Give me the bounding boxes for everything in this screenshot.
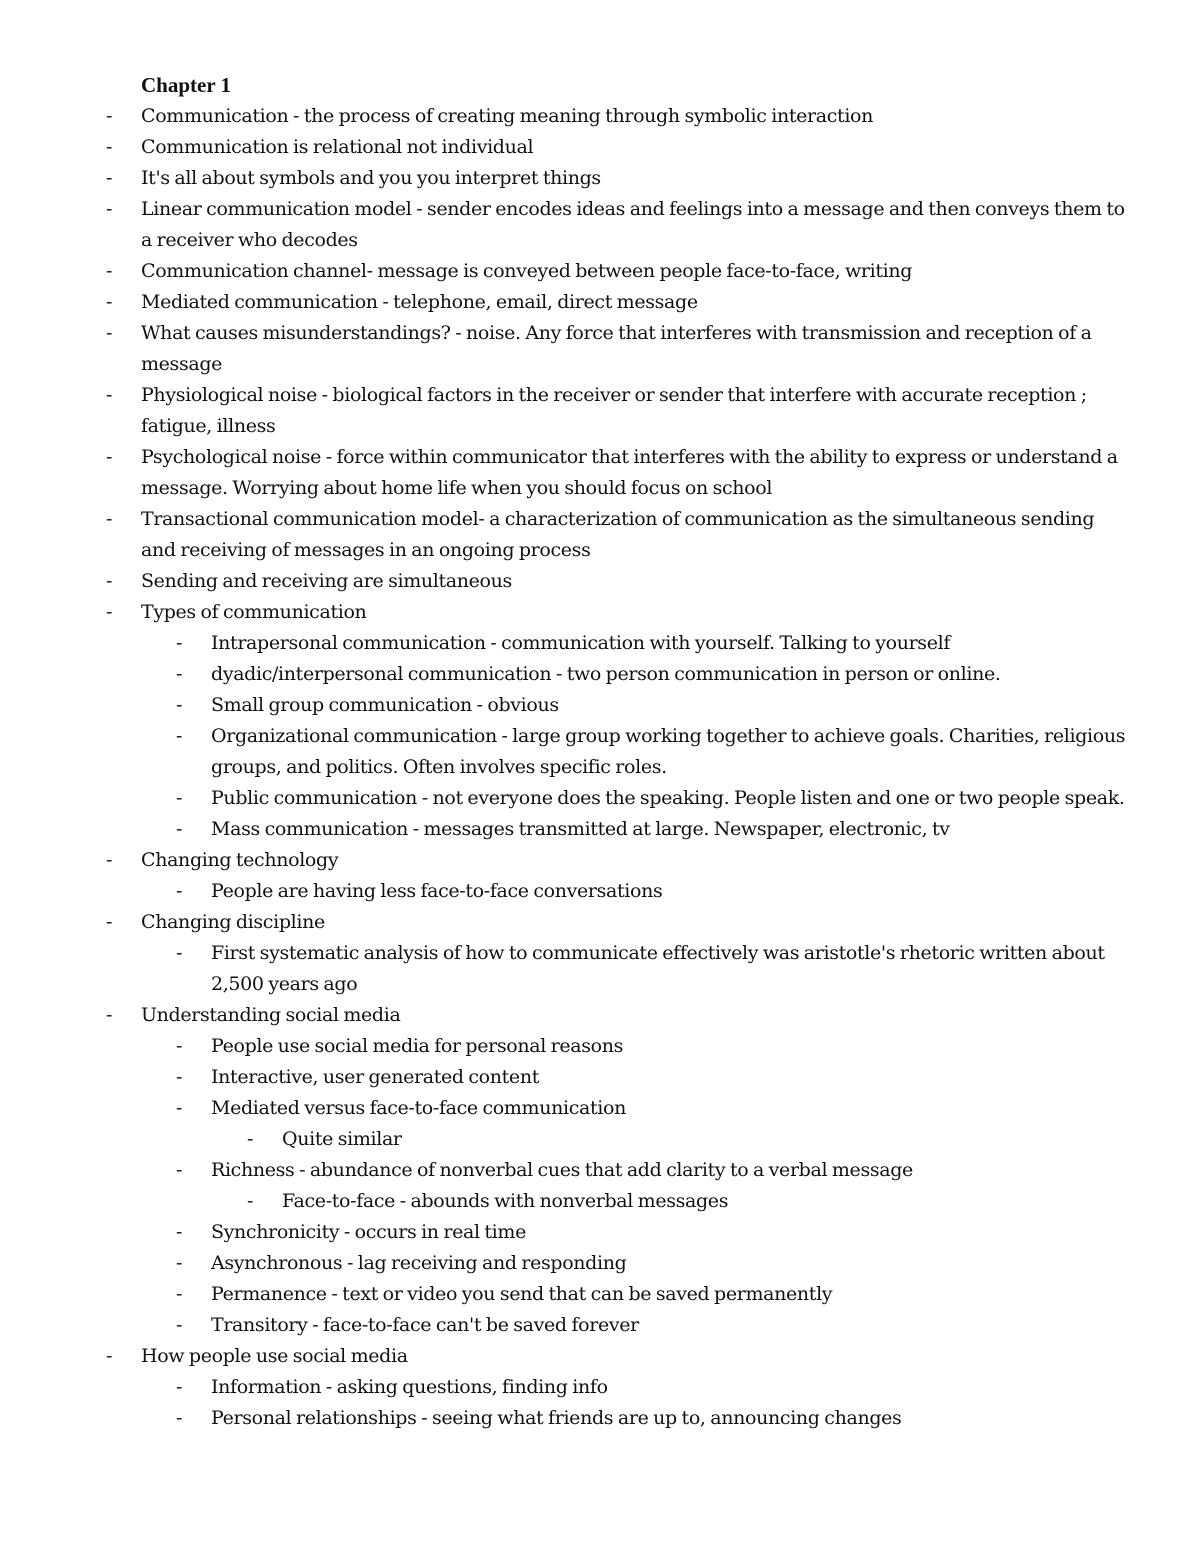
list-item-text: It's all about symbols and you you interpret things [141,167,601,189]
list-item-text: Small group communication - obvious [211,694,559,716]
bullet-dash: - [106,260,113,282]
list-item-text: Psychological noise - force within communicator that interferes with the ability to express or understand a message. Worrying about home life when you should focus on school [141,446,1118,499]
list-item [0,597,1200,628]
list-item-text: Intrapersonal communication - communication with yourself. Talking to yourself [211,632,951,654]
bullet-dash: - [176,1066,183,1088]
list-item-text: Mediated communication - telephone, email, direct message [141,291,698,313]
bullet-dash: - [106,1004,113,1026]
list-item-text: Transitory - face-to-face can't be saved forever [211,1314,639,1336]
bullet-dash: - [106,198,113,220]
list-item-text: Quite similar [282,1128,402,1150]
list-item [0,907,1200,938]
bullet-dash: - [106,446,113,468]
bullet-dash: - [106,167,113,189]
list-item-text: Face-to-face - abounds with nonverbal messages [282,1190,729,1212]
list-item [0,721,1200,783]
bullet-dash: - [106,601,113,623]
list-item [0,163,1200,194]
list-item [0,1000,1200,1031]
bullet-dash: - [106,291,113,313]
list-item-text: Synchronicity - occurs in real time [211,1221,526,1243]
list-item-text: Sending and receiving are simultaneous [141,570,512,592]
list-item-text: Organizational communication - large group working together to achieve goals. Charities, religious groups, and politics. Often involves specific roles. [211,725,1126,778]
list-item [0,1031,1200,1062]
list-item [0,318,1200,380]
list-item [0,1310,1200,1341]
list-item-text: What causes misunderstandings? - noise. Any force that interferes with transmission and reception of a message [141,322,1092,375]
list-item-text: Mediated versus face-to-face communication [211,1097,626,1119]
list-item [0,1403,1200,1434]
list-item [0,566,1200,597]
list-item [0,194,1200,256]
list-item-text: Interactive, user generated content [211,1066,539,1088]
bullet-dash: - [176,1221,183,1243]
list-item-text: Changing technology [141,849,339,871]
list-item [0,1155,1200,1186]
list-item [0,845,1200,876]
list-item-text: Permanence - text or video you send that can be saved permanently [211,1283,833,1305]
bullet-dash: - [176,1252,183,1274]
list-item-text: Communication channel- message is conveyed between people face-to-face, writing [141,260,913,282]
list-item-text: Public communication - not everyone does the speaking. People listen and one or two people speak. [211,787,1125,809]
bullet-dash: - [176,787,183,809]
list-item-text: How people use social media [141,1345,408,1367]
list-item [0,442,1200,504]
list-item [0,1093,1200,1124]
list-item-text: People are having less face-to-face conversations [211,880,663,902]
list-item [0,1279,1200,1310]
bullet-dash: - [106,1345,113,1367]
bullet-dash: - [176,1314,183,1336]
list-item [0,1062,1200,1093]
list-item-text: Types of communication [141,601,367,623]
list-item [0,1341,1200,1372]
list-item-text: Linear communication model - sender encodes ideas and feelings into a message and then conveys them to a receiver who decodes [141,198,1125,251]
list-item-text: Personal relationships - seeing what friends are up to, announcing changes [211,1407,902,1429]
list-item [0,876,1200,907]
bullet-dash: - [176,1283,183,1305]
bullet-dash: - [176,1407,183,1429]
bullet-dash: - [176,818,183,840]
notes-list [0,101,1200,1434]
list-item [0,287,1200,318]
bullet-dash: - [176,1035,183,1057]
bullet-dash: - [176,880,183,902]
bullet-dash: - [176,632,183,654]
list-item-text: Information - asking questions, finding info [211,1376,608,1398]
list-item-text: Changing discipline [141,911,325,933]
bullet-dash: - [176,1376,183,1398]
list-item-text: People use social media for personal reasons [211,1035,624,1057]
bullet-dash: - [247,1128,254,1150]
list-item [0,938,1200,1000]
list-item [0,256,1200,287]
list-item [0,659,1200,690]
bullet-dash: - [176,1097,183,1119]
bullet-dash: - [106,384,113,406]
bullet-dash: - [106,570,113,592]
list-item-text: Communication is relational not individual [141,136,534,158]
bullet-dash: - [176,942,183,964]
bullet-dash: - [106,849,113,871]
bullet-dash: - [106,136,113,158]
bullet-dash: - [106,322,113,344]
bullet-dash: - [106,911,113,933]
list-item [0,1372,1200,1403]
list-item [0,690,1200,721]
list-item-text: Physiological noise - biological factors in the receiver or sender that interfere with accurate reception ; fatigue, illness [141,384,1087,437]
bullet-dash: - [106,508,113,530]
bullet-dash: - [176,663,183,685]
list-item [0,132,1200,163]
list-item [0,101,1200,132]
bullet-dash: - [106,105,113,127]
list-item [0,1186,1200,1217]
list-item-text: Mass communication - messages transmitted at large. Newspaper, electronic, tv [211,818,950,840]
list-item [0,504,1200,566]
bullet-dash: - [176,694,183,716]
bullet-dash: - [176,1159,183,1181]
document-page [0,70,1200,1434]
list-item-text: dyadic/interpersonal communication - two person communication in person or online. [211,663,1001,685]
list-item [0,1124,1200,1155]
list-item [0,628,1200,659]
list-item [0,814,1200,845]
list-item [0,783,1200,814]
list-item-text: Asynchronous - lag receiving and responding [211,1252,627,1274]
list-item [0,380,1200,442]
list-item [0,1217,1200,1248]
chapter-title: Chapter 1 [141,73,232,97]
list-item-text: Communication - the process of creating meaning through symbolic interaction [141,105,874,127]
bullet-dash: - [176,725,183,747]
list-item-text: Richness - abundance of nonverbal cues that add clarity to a verbal message [211,1159,913,1181]
list-item-text: Understanding social media [141,1004,401,1026]
list-item-text: Transactional communication model- a characterization of communication as the simultaneous sending and receiving of messages in an ongoing process [141,508,1095,561]
list-item [0,1248,1200,1279]
bullet-dash: - [247,1190,254,1212]
list-item-text: First systematic analysis of how to communicate effectively was aristotle's rhetoric written about 2,500 years ago [211,942,1105,995]
